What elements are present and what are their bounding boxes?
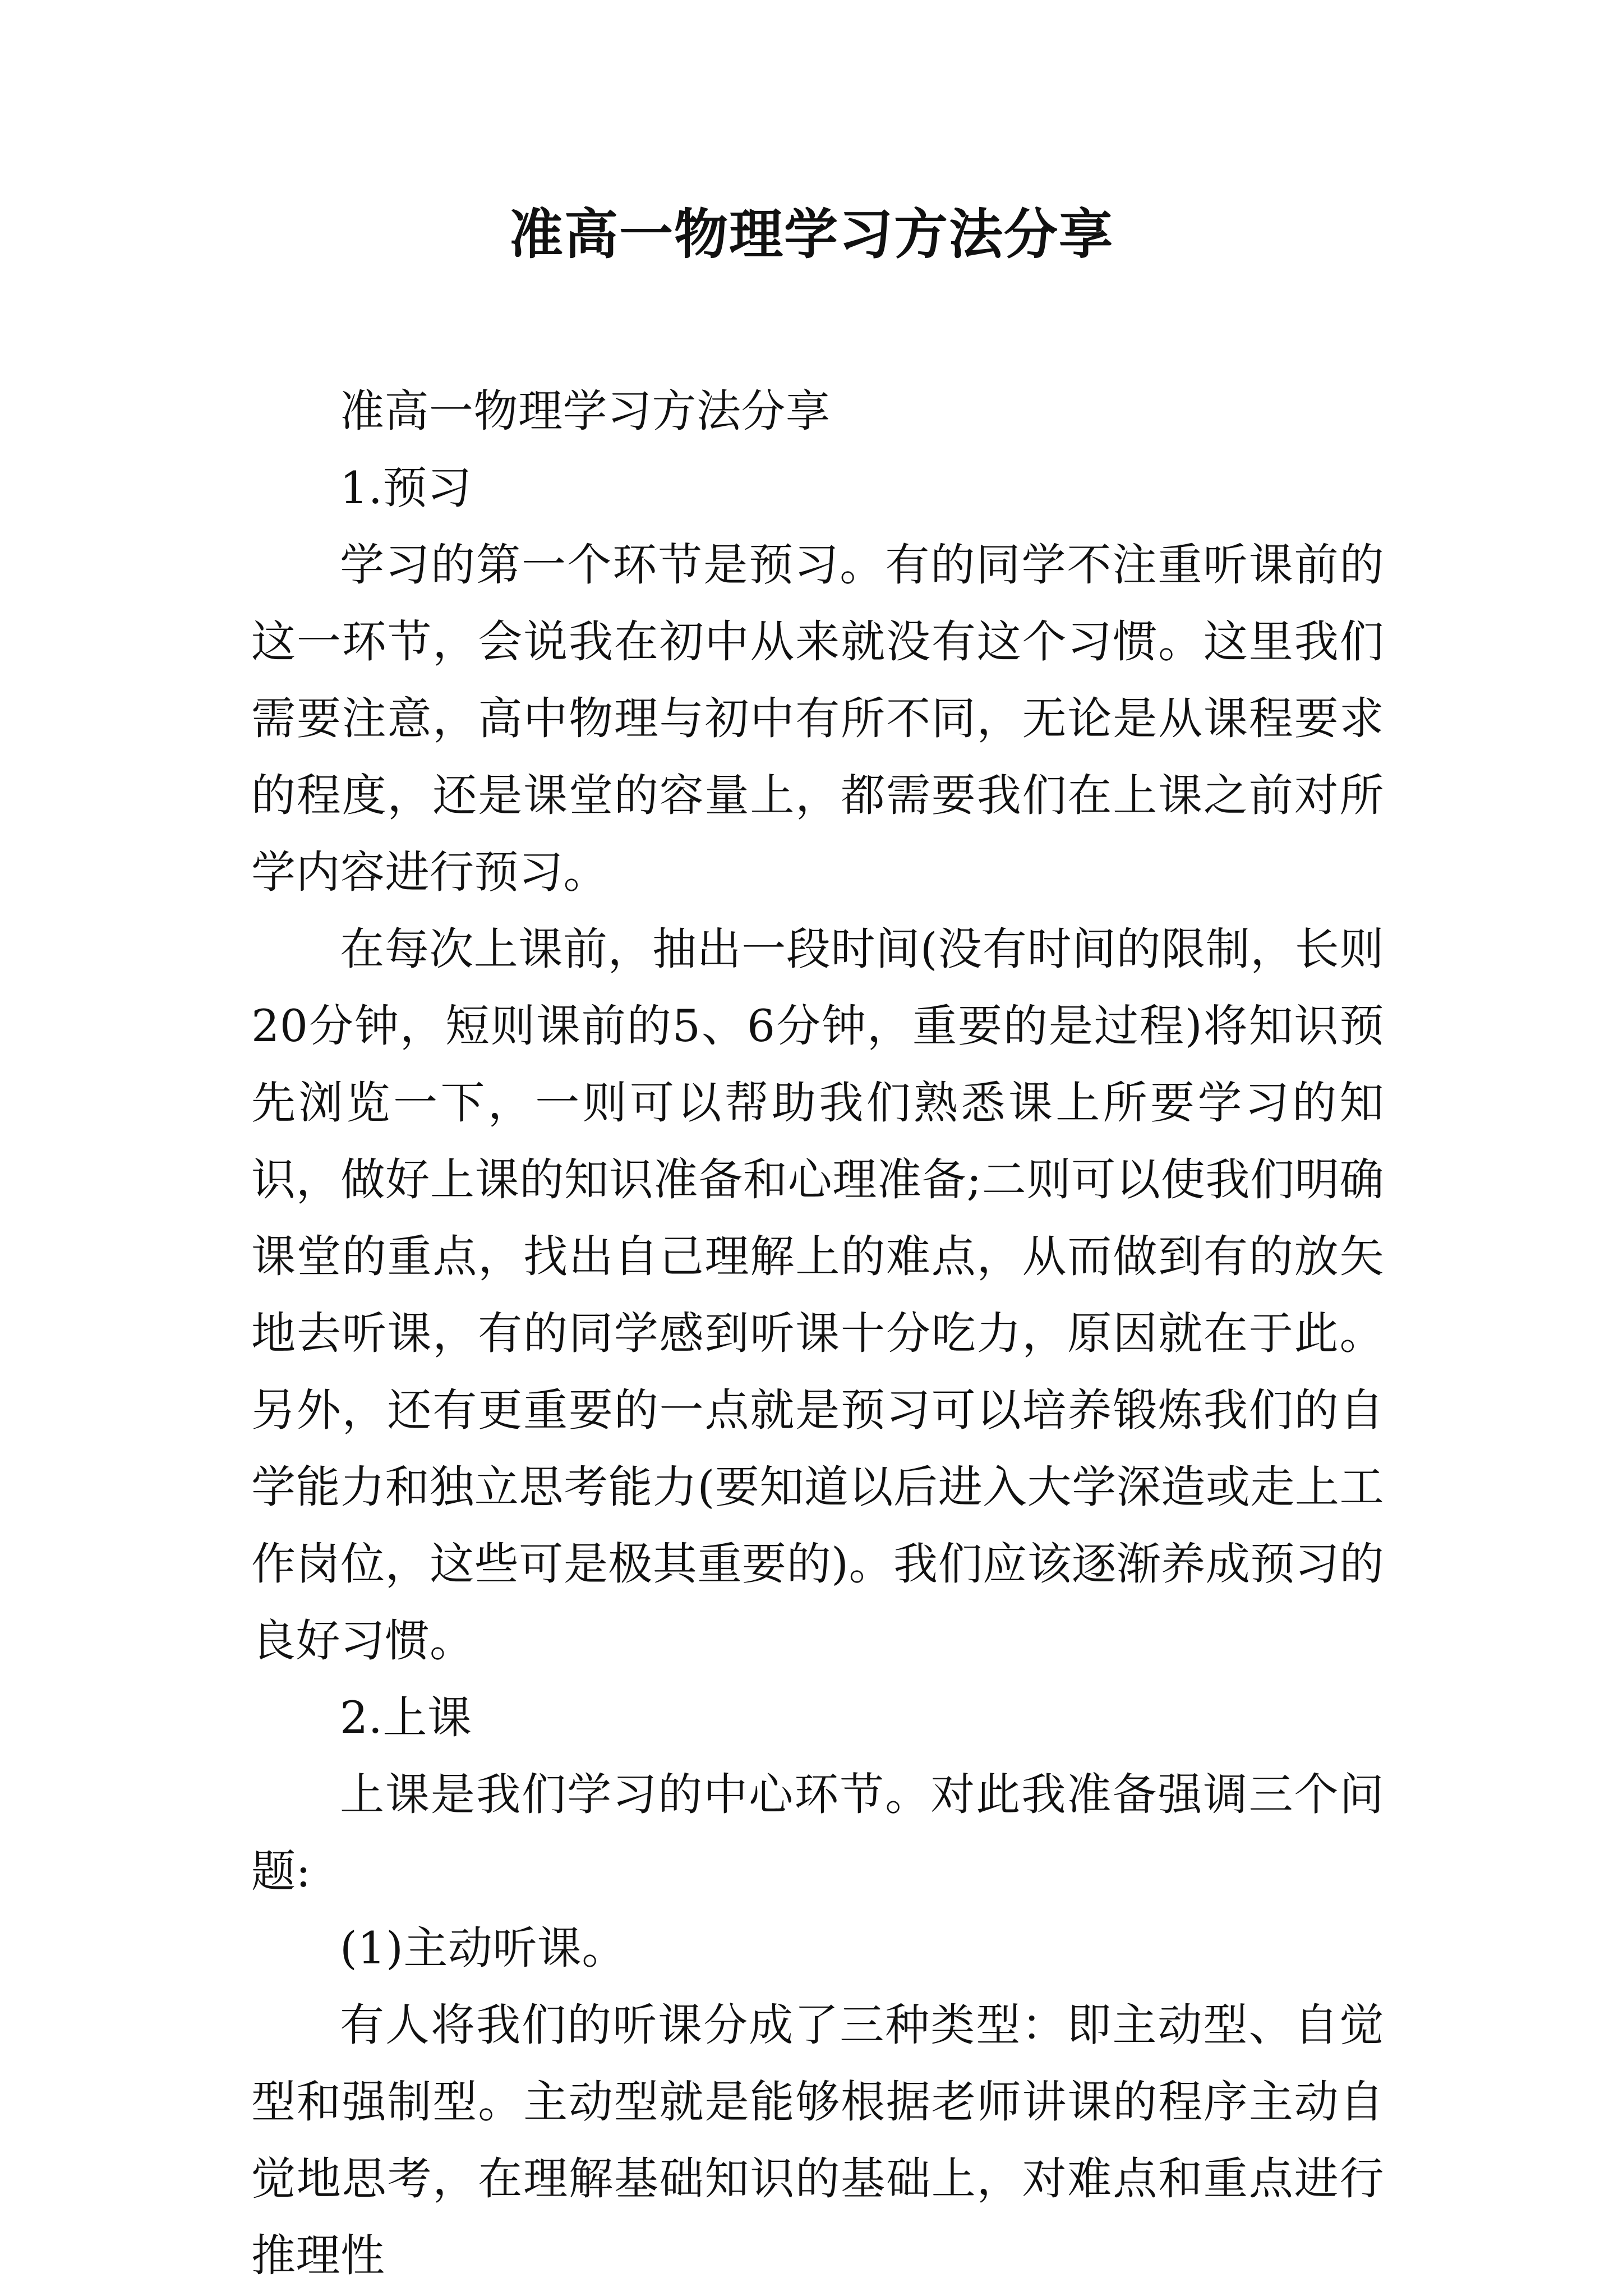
paragraph-subtitle: 准高一物理学习方法分享 (340, 385, 831, 437)
heading-class: 2.上课 (340, 1692, 472, 1743)
paragraph: 学习的第一个环节是预习。有的同学不注重听课前的这一环节，会说我在初中从来就没有这个习惯。这里我们需要注意，高中物理与初中有所不同，无论是从课程要求的程度，还是课堂的容量上，都需要我们在上课之前对所学内容进行预习。 (251, 539, 1384, 898)
subheading-active-listening: (1)主动听课。 (340, 1922, 626, 1974)
paragraph: 上课是我们学习的中心环节。对此我准备强调三个问题: (251, 1769, 1384, 1897)
heading-preview: 1.预习 (340, 462, 472, 514)
document-body (251, 373, 1384, 2294)
document-title: 准高一物理学习方法分享 (509, 203, 1114, 266)
paragraph: 有人将我们的听课分成了三种类型：即主动型、自觉型和强制型。主动型就是能够根据老师讲课的程序主动自觉地思考，在理解基础知识的基础上，对难点和重点进行推理性 (251, 1999, 1384, 2281)
paragraph: 在每次上课前，抽出一段时间(没有时间的限制，长则20分钟，短则课前的5、6分钟，重要的是过程)将知识预先浏览一下，一则可以帮助我们熟悉课上所要学习的知识，做好上课的知识准备和心理准备;二则可以使我们明确课堂的重点，找出自己理解上的难点，从而做到有的放矢地去听课，有的同学感到听课十分吃力，原因就在于此。另外，还有更重要的一点就是预习可以培养锻炼我们的自学能力和独立思考能力(要知道以后进入大学深造或走上工作岗位，这些可是极其重要的)。我们应该逐渐养成预习的良好习惯。 (251, 923, 1384, 1667)
